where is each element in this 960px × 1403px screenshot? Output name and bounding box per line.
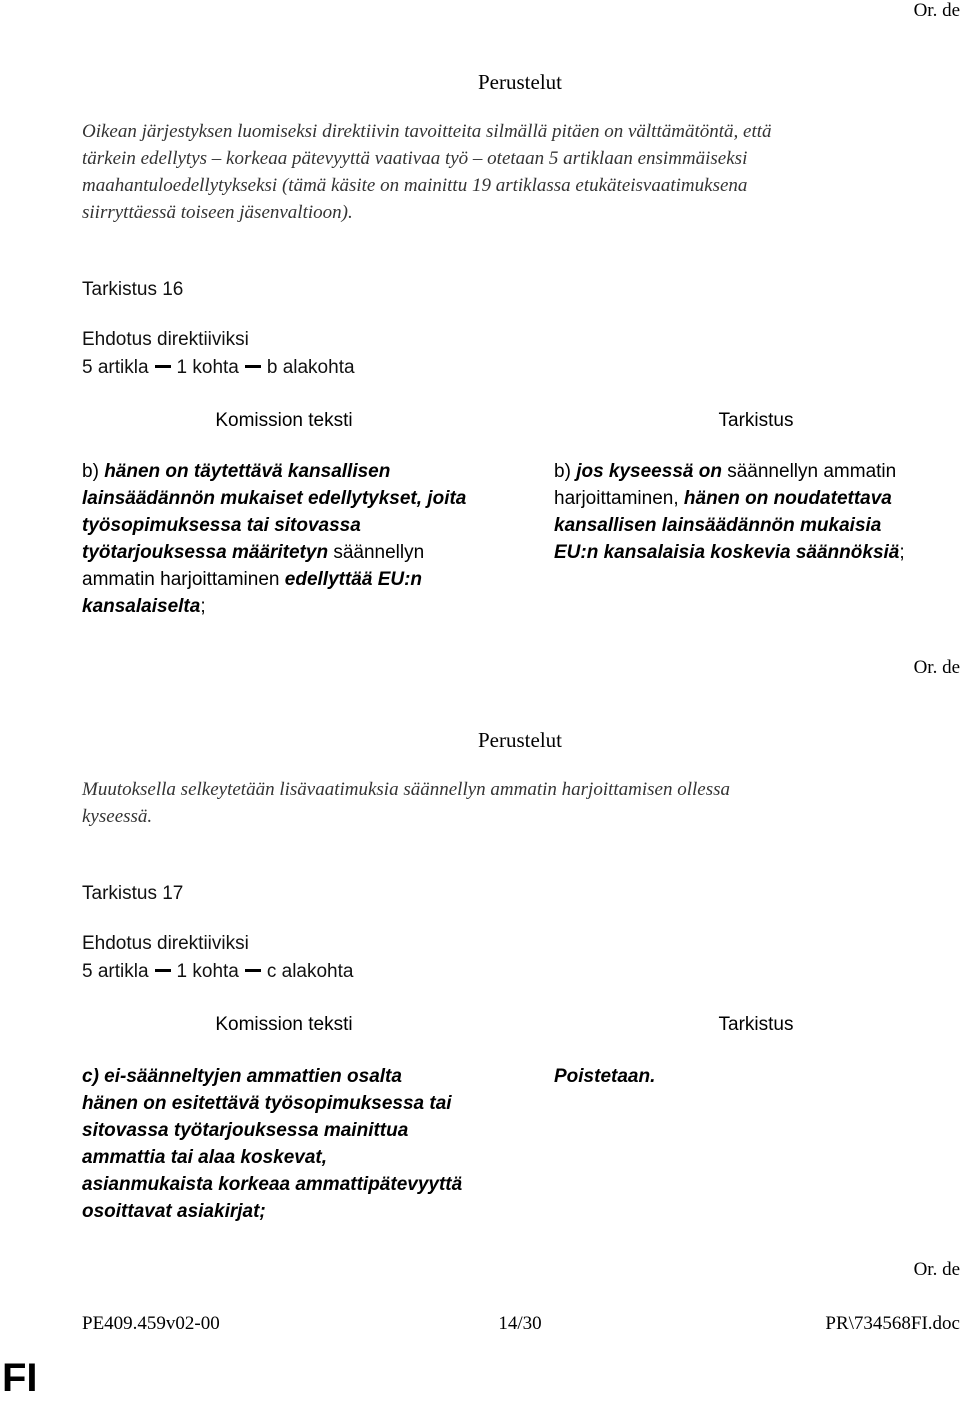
text-run: ; [899,542,905,563]
original-language-17: Or. de [913,1259,960,1280]
amendment-17-commission-text [82,1063,522,1225]
justification-heading-1: Perustelut [478,70,562,94]
ref-paragraph: 1 kohta [176,961,239,982]
text-line [82,1090,522,1117]
text-line [82,593,522,620]
dash-rule [245,969,261,972]
original-language-top: Or. de [913,0,960,21]
text-line [554,1063,954,1090]
amended-text-run: edellyttää EU:n [284,569,423,590]
amendment-16-left-heading: Komission teksti [215,410,353,431]
text-line [82,1063,522,1090]
amended-text-run: lainsäädännön mukaiset edellytykset, joita [82,488,467,509]
amended-text-run: c) ei-säänneltyjen ammattien osalta [82,1066,402,1087]
ref-point: c alakohta [266,961,354,982]
dash-rule [155,969,171,972]
amendment-16-amendment-text [554,458,954,566]
justification-line: maahantuloedellytykseksi (tämä käsite on mainittu 19 artiklassa etukäteisvaatimuksena [82,175,748,196]
justification-line: siirryttäessä toiseen jäsenvaltioon). [82,202,353,223]
text-line [554,512,954,539]
text-line [82,1117,522,1144]
language-code: FI [2,1356,38,1400]
amendment-16-title: Tarkistus 16 [82,279,184,300]
ref-article: 5 artikla [82,961,149,982]
amendment-17-reference [82,961,353,983]
ref-article: 5 artikla [82,357,149,378]
amended-text-run: kansalaiselta [82,596,201,617]
text-run: ; [200,596,206,617]
text-line [554,458,954,485]
amended-text-run: hänen on noudatettava [683,488,892,509]
amended-text-run: jos kyseessä on [576,461,722,482]
justification-line: kyseessä. [82,806,153,827]
amendment-17-proposal: Ehdotus direktiiviksi [82,933,249,954]
justification-text-1 [82,118,952,226]
text-line [82,566,522,593]
amendment-17-title: Tarkistus 17 [82,883,184,904]
footer-file-name: PR\734568FI.doc [825,1313,960,1334]
amended-text-run: työtarjouksessa määritetyn [82,542,329,563]
amended-text-run: Poistetaan. [554,1066,656,1087]
text-line [82,512,522,539]
amendment-17-amendment-text [554,1063,954,1090]
justification-text-2 [82,776,952,830]
text-line [82,1171,522,1198]
text-line [82,485,522,512]
amended-text-run: asianmukaista korkeaa ammattipätevyyttä [82,1174,463,1195]
text-line [82,1144,522,1171]
text-line [82,539,522,566]
footer-page-number: 14/30 [498,1313,542,1334]
ref-point: b alakohta [266,357,355,378]
justification-line: Muutoksella selkeytetään lisävaatimuksia säännellyn ammatin harjoittamisen ollessa [82,779,731,800]
dash-rule [245,365,261,368]
justification-heading-2: Perustelut [478,728,562,752]
original-language-16: Or. de [913,657,960,678]
text-run: ammatin harjoittaminen [82,569,285,590]
footer-document-number: PE409.459v02-00 [82,1313,220,1334]
amended-text-run: hänen on täytettävä kansallisen [104,461,391,482]
text-run: b) [554,461,577,482]
amendment-16-reference [82,357,355,379]
text-line [554,485,954,512]
amended-text-run: kansallisen lainsäädännön mukaisia [554,515,882,536]
amendment-17-left-heading: Komission teksti [215,1014,353,1035]
text-line [554,539,954,566]
text-line [82,458,522,485]
justification-line: Oikean järjestyksen luomiseksi direktiivin tavoitteita silmällä pitäen on välttämätöntä, että [82,121,772,142]
amendment-16-right-heading: Tarkistus [718,410,794,431]
text-run: säännellyn ammatin [721,461,897,482]
amendment-17-right-heading: Tarkistus [718,1014,794,1035]
amended-text-run: EU:n kansalaisia koskevia säännöksiä [554,542,900,563]
text-line [82,1198,522,1225]
ref-paragraph: 1 kohta [176,357,239,378]
amended-text-run: ammattia tai alaa koskevat, [82,1147,328,1168]
text-run: harjoittaminen, [554,488,684,509]
text-run: b) [82,461,105,482]
justification-line: tärkein edellytys – korkeaa pätevyyttä vaativaa työ – otetaan 5 artiklaan ensimmäiseksi [82,148,748,169]
text-run: säännellyn [328,542,425,563]
amendment-16-proposal: Ehdotus direktiiviksi [82,329,249,350]
amended-text-run: hänen on esitettävä työsopimuksessa tai [82,1093,452,1114]
amended-text-run: sitovassa työtarjouksessa mainittua [82,1120,409,1141]
amended-text-run: työsopimuksessa tai sitovassa [82,515,361,536]
amendment-16-commission-text [82,458,522,620]
dash-rule [155,365,171,368]
amended-text-run: osoittavat asiakirjat; [82,1201,266,1222]
